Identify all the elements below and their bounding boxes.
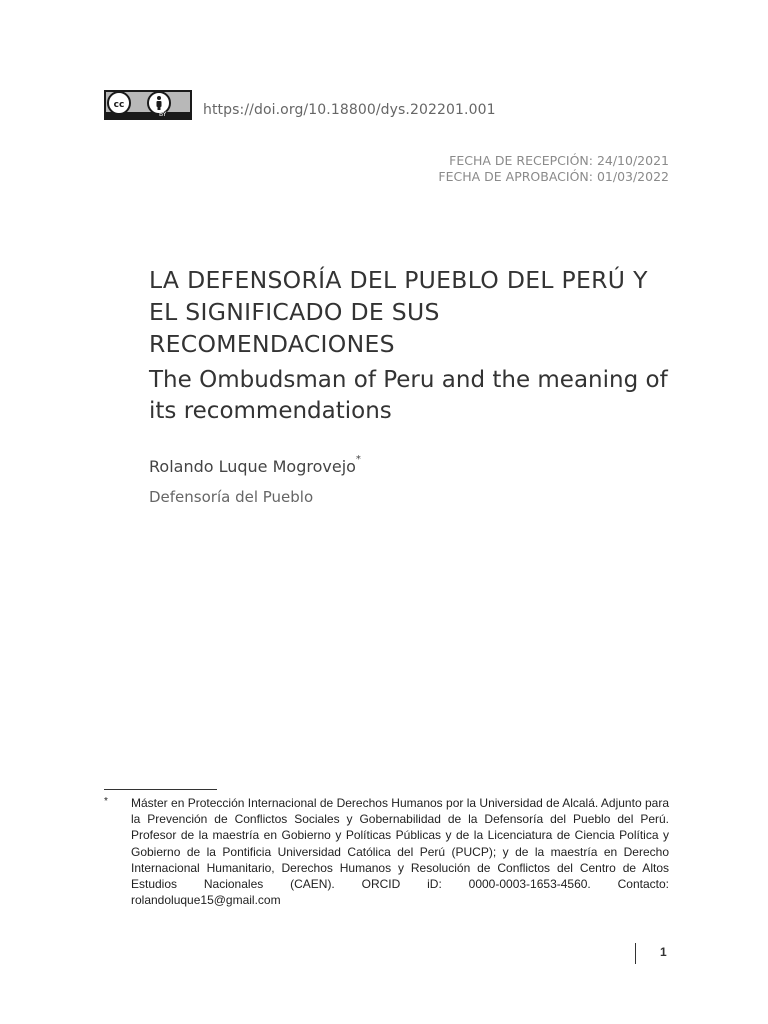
footnote-separator	[104, 789, 217, 790]
author-footnote: Máster en Protección Internacional de Derechos Humanos por la Universidad de Alcalá. Adjunto para la Prevención de Conflictos Sociales y Gobernabilidad de la Defensoría del Pueblo del Perú. Profesor de la maestría en Gobierno y Políticas Públicas y de la Licenciatura de Ciencia Política y Gobierno de la Pontificia Universidad Católica del Perú (PUCP); y de la maestría en Derecho Internacional Humanitario, Derechos Humanos y Resolución de Conflictos del Centro de Altos Estudios Nacionales (CAEN). ORCID iD: 0000-0003-1653-4560. Contacto: rolandoluque15@gmail.com	[131, 796, 669, 908]
author-line	[149, 454, 361, 476]
reception-date: FECHA DE RECEPCIÓN: 24/10/2021	[449, 153, 669, 168]
spanish-title: LA DEFENSORÍA DEL PUEBLO DEL PERÚ Y EL SIGNIFICADO DE SUS RECOMENDACIONES	[149, 266, 648, 358]
author-name: Rolando Luque Mogrovejo	[149, 457, 356, 476]
by-label: BY	[159, 111, 167, 118]
submission-dates	[438, 153, 669, 185]
cc-by-license-badge[interactable]	[104, 90, 192, 120]
page-number-divider	[635, 943, 636, 964]
creative-commons-icon	[107, 91, 131, 115]
approval-date: FECHA DE APROBACIÓN: 01/03/2022	[438, 169, 669, 184]
author-affiliation: Defensoría del Pueblo	[149, 488, 314, 506]
english-title: The Ombudsman of Peru and the meaning of its recommendations	[149, 367, 668, 424]
svg-text:cc: cc	[113, 100, 125, 110]
doi-link[interactable]: https://doi.org/10.18800/dys.202201.001	[203, 102, 496, 118]
footnote-marker: *	[104, 796, 108, 807]
page-number: 1	[660, 945, 667, 959]
author-footnote-marker[interactable]: *	[355, 454, 361, 465]
